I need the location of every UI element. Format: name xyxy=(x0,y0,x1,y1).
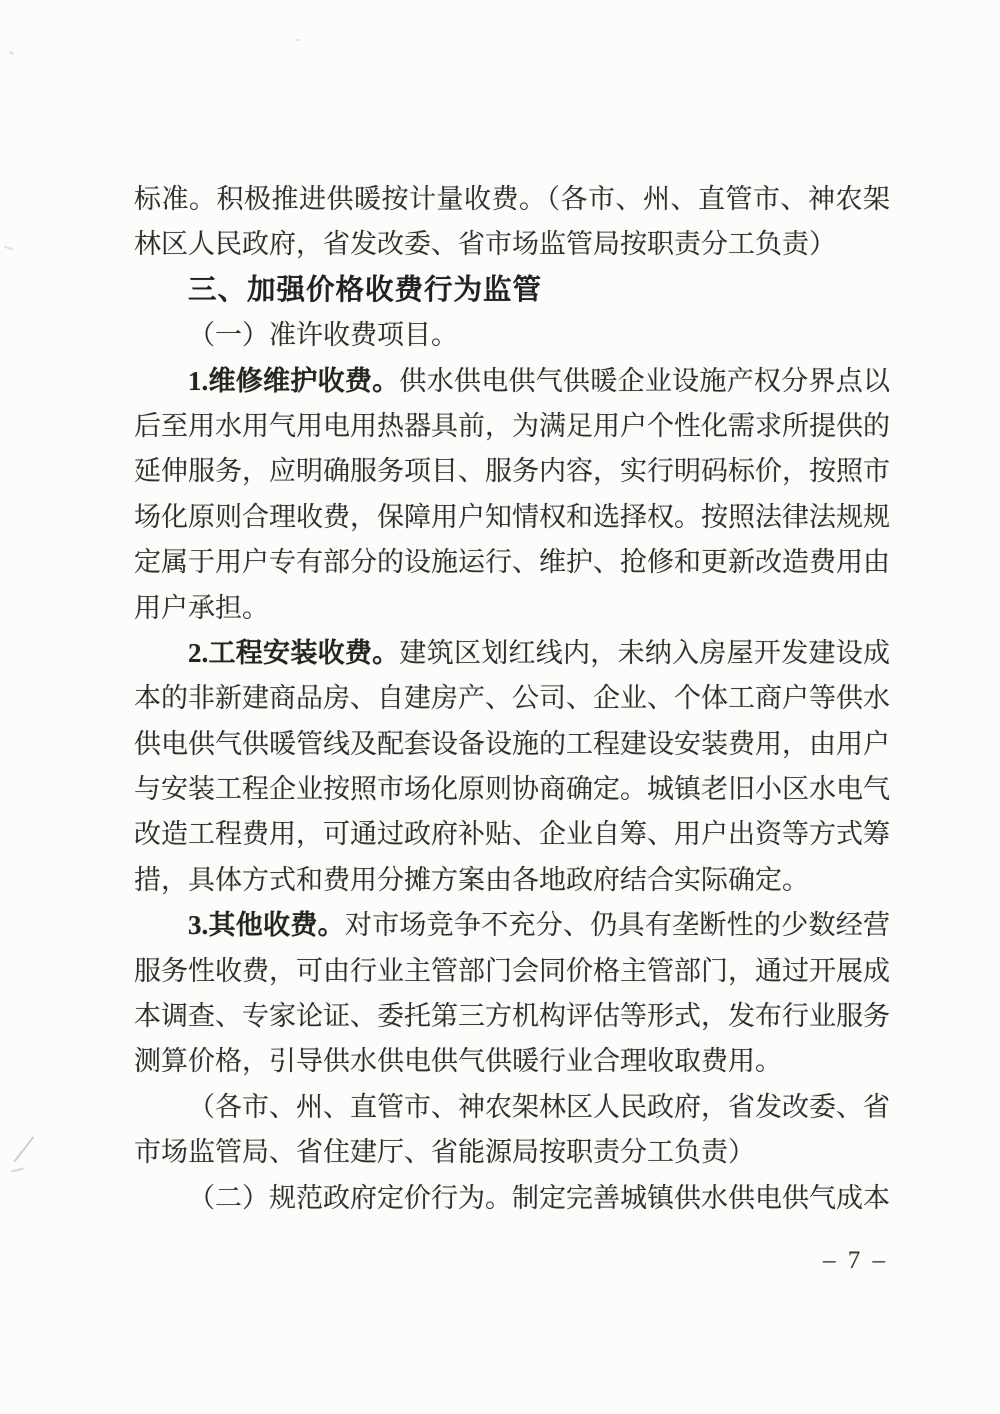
paragraph-line xyxy=(134,177,890,222)
scan-artifact xyxy=(296,39,300,41)
paragraph-line xyxy=(134,1039,890,1084)
body-text: 延伸服务，应明确服务项目、服务内容，实行明码标价，按照市 xyxy=(134,456,890,487)
paragraph-line xyxy=(134,359,890,404)
body-text: 本的非新建商品房、自建房产、公司、企业、个体工商户等供水 xyxy=(134,683,890,714)
heading-text: 三、加强价格收费行为监管 xyxy=(188,273,543,306)
body-text: 场化原则合理收费，保障用户知情权和选择权。按照法律法规规 xyxy=(134,501,890,532)
paragraph-line xyxy=(134,903,890,948)
body-text: 与安装工程企业按照市场化原则协商确定。城镇老旧小区水电气 xyxy=(134,774,890,805)
paragraph-line xyxy=(134,722,890,767)
paragraph-line xyxy=(134,767,890,812)
body-text: 市场监管局、省住建厅、省能源局按职责分工负责） xyxy=(134,1137,755,1168)
paragraph-line xyxy=(134,1085,890,1130)
body-text: 林区人民政府，省发改委、省市场监管局按职责分工负责） xyxy=(134,229,836,260)
section-heading-level1 xyxy=(134,268,890,313)
heading-text: （一）准许收费项目。 xyxy=(188,320,458,351)
body-text: 对市场竞争不充分、仍具有垄断性的少数经营 xyxy=(344,910,891,941)
body-text: 供电供气供暖管线及配套设备设施的工程建设安装费用，由用户 xyxy=(134,728,890,759)
body-text: 定属于用户专有部分的设施运行、维护、抢修和更新改造费用由 xyxy=(134,547,890,578)
body-text: 用户承担。 xyxy=(134,592,269,623)
paragraph-line xyxy=(134,495,890,540)
pen-mark-artifact xyxy=(11,1167,24,1172)
paragraph-line xyxy=(134,1176,890,1221)
body-text: 制定完善城镇供水供电供气成本 xyxy=(512,1182,890,1213)
paragraph-line xyxy=(134,812,890,857)
item-label: 2.工程安装收费。 xyxy=(188,637,400,668)
body-text: 测算价格，引导供水供电供气供暖行业合理收取费用。 xyxy=(134,1046,782,1077)
body-text: 后至用水用气用电用热器具前，为满足用户个性化需求所提供的 xyxy=(134,410,890,441)
body-text: （各市、州、直管市、神农架林区人民政府，省发改委、省 xyxy=(188,1091,890,1122)
paragraph-line xyxy=(134,404,890,449)
body-text: 标准。积极推进供暖按计量收费。（各市、州、直管市、神农架 xyxy=(134,184,890,214)
document-body xyxy=(134,177,890,1275)
body-text: 措，具体方式和费用分摊方案由各地政府结合实际确定。 xyxy=(134,864,809,895)
body-text: 建筑区划红线内，未纳入房屋开发建设成 xyxy=(399,637,891,668)
paragraph-line xyxy=(134,858,890,903)
paragraph-line xyxy=(134,949,890,994)
scan-artifact xyxy=(9,51,14,55)
pen-mark-artifact xyxy=(13,1136,34,1163)
page-number: – 7 – xyxy=(823,1246,888,1274)
body-text: 供水供电供气供暖企业设施产权分界点以 xyxy=(399,365,891,396)
paragraph-line xyxy=(134,222,890,267)
paragraph-line xyxy=(134,994,890,1039)
paragraph-line xyxy=(134,586,890,631)
item-label: （二）规范政府定价行为。 xyxy=(188,1182,512,1213)
body-text: 本调查、专家论证、委托第三方机构评估等形式，发布行业服务 xyxy=(134,1001,890,1032)
item-label: 3.其他收费。 xyxy=(188,910,345,941)
scan-artifact xyxy=(4,246,13,251)
paragraph-line xyxy=(134,540,890,585)
item-label: 1.维修维护收费。 xyxy=(188,365,400,396)
paragraph-line xyxy=(134,676,890,721)
section-heading-level2 xyxy=(134,313,890,358)
body-text: 改造工程费用，可通过政府补贴、企业自筹、用户出资等方式筹 xyxy=(134,819,890,850)
paragraph-line xyxy=(134,631,890,676)
paragraph-line xyxy=(134,449,890,494)
paragraph-line xyxy=(134,1130,890,1175)
body-text: 服务性收费，可由行业主管部门会同价格主管部门，通过开展成 xyxy=(134,955,890,986)
